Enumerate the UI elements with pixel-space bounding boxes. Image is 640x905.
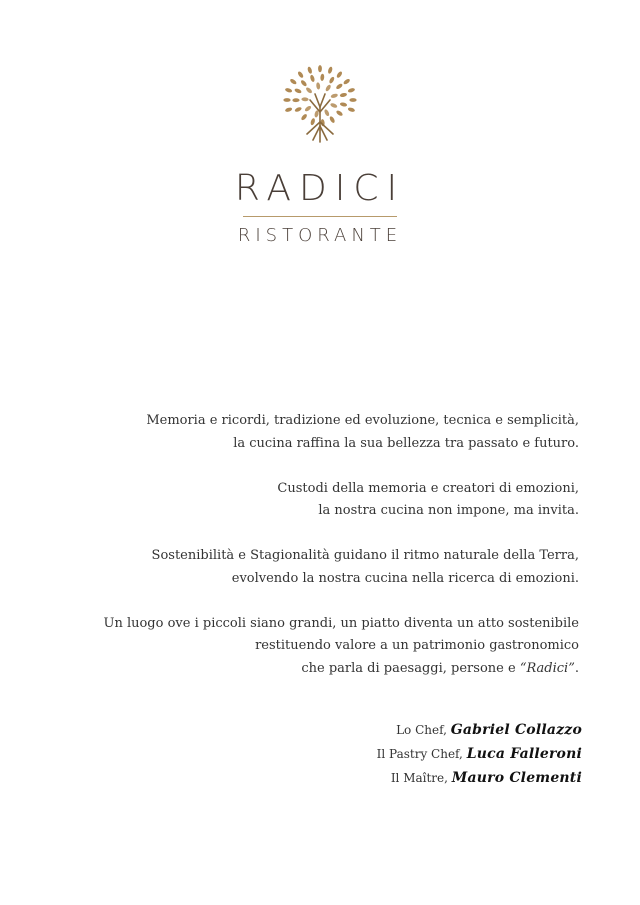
leaf-shape: [347, 87, 355, 93]
text-line: evolvendo la nostra cucina nella ricerca di emozioni.: [231, 570, 579, 586]
leaf-shape: [297, 71, 304, 79]
leaf-shape: [330, 102, 338, 108]
leaf-shape: [335, 83, 343, 90]
leaf-shape: [320, 74, 324, 82]
leaf-shape: [294, 106, 302, 112]
text-line: la cucina raffina la sua bellezza tra passato e futuro.: [233, 435, 579, 451]
leaf-shape: [300, 79, 308, 87]
leaf-shape: [327, 66, 333, 74]
signature-chef: [377, 718, 582, 742]
leaf-shape: [289, 78, 297, 85]
paragraph: [59, 410, 579, 455]
leaf-shape: [305, 86, 313, 94]
leaf-shape: [283, 98, 290, 102]
leaf-shape: [304, 105, 312, 112]
text-line: restituendo valore a un patrimonio gastronomico: [255, 638, 579, 653]
text-line: Memoria e ricordi, tradizione ed evoluzione, tecnica e semplicità,: [146, 413, 579, 428]
leaf-shape: [343, 78, 351, 85]
text-line: Sostenibilità e Stagionalità guidano il ritmo naturale della Terra,: [151, 548, 579, 563]
signature-name: Mauro Clementi: [451, 770, 582, 786]
signature-name: Luca Falleroni: [466, 746, 582, 762]
leaf-shape: [335, 110, 343, 117]
signature-name: Gabriel Collazzo: [450, 722, 582, 738]
leaf-shape: [292, 98, 299, 102]
leaf-shape: [325, 84, 332, 92]
brand-subtitle: RISTORANTE: [237, 225, 403, 246]
brand-name: RADICI: [234, 168, 406, 209]
leaf-shape: [339, 92, 347, 97]
signature-pastry-chef: [377, 742, 582, 766]
leaf-shape: [318, 65, 322, 72]
leaf-shape: [336, 71, 343, 79]
leaf-shape: [340, 102, 348, 107]
signature-maitre: [377, 766, 582, 790]
leaf-shape: [330, 93, 338, 99]
leaf-shape: [300, 113, 308, 121]
leaf-shape: [328, 76, 335, 84]
text-line: la nostra cucina non impone, ma invita.: [318, 503, 579, 518]
paragraph: [59, 478, 579, 523]
signatures: [377, 718, 582, 790]
leaf-shape: [285, 87, 293, 93]
text-fragment: che parla di paesaggi, persone e: [301, 660, 520, 676]
paragraph: [59, 613, 579, 681]
leaf-shape: [323, 109, 330, 117]
logo: [0, 60, 640, 146]
leaf-shape: [329, 116, 336, 124]
leaf-shape: [349, 98, 356, 102]
leaf-shape: [307, 66, 313, 74]
paragraph: [59, 545, 579, 590]
leaf-shape: [309, 74, 315, 82]
leaf-shape: [316, 82, 321, 90]
text-line: Custodi della memoria e creatori di emozioni,: [277, 480, 579, 496]
leaf-shape: [347, 107, 355, 113]
leaf-shape: [310, 118, 316, 126]
tree-icon: [277, 60, 363, 146]
signature-role: Il Pastry Chef,: [376, 747, 463, 761]
leaf-shape: [294, 88, 302, 94]
brand-divider: [243, 216, 397, 217]
radici-quote: “Radici”: [519, 660, 575, 676]
manifesto-text: [59, 410, 579, 703]
text-line: [59, 658, 579, 681]
signature-role: Il Maître,: [390, 771, 448, 785]
leaf-shape: [301, 97, 308, 101]
text-line: Un luogo ove i piccoli siano grandi, un piatto diventa un atto sostenibile: [103, 615, 579, 631]
text-fragment: .: [574, 660, 579, 676]
leaf-shape: [285, 107, 293, 113]
signature-role: Lo Chef,: [396, 723, 447, 737]
